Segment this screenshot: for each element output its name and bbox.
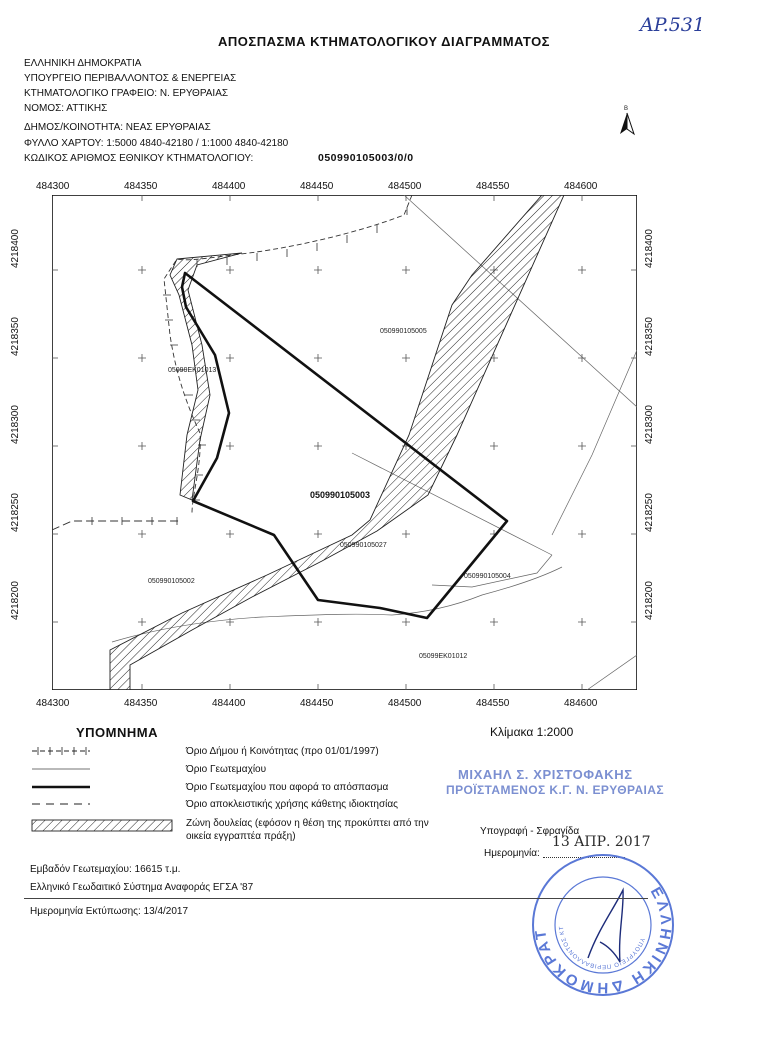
y-tick-right-4218250: 4218250 (644, 493, 655, 532)
cadastral-map-svg (52, 195, 637, 690)
x-tick-bottom-484350: 484350 (124, 698, 158, 709)
x-tick-bottom-484400: 484400 (212, 698, 246, 709)
footer-divider (24, 898, 648, 899)
label-ek01013: 05099EK01013 (168, 367, 217, 374)
legend-item-easement-zone-2: οικεία εγγραπτέα πράξη) (186, 831, 296, 842)
x-tick-bottom-484300: 484300 (36, 698, 70, 709)
document-title: ΑΠΟΣΠΑΣΜΑ ΚΤΗΜΑΤΟΛΟΓΙΚΟΥ ΔΙΑΓΡΑΜΜΑΤΟΣ (218, 34, 550, 49)
header-office: ΚΤΗΜΑΤΟΛΟΓΙΚΟ ΓΡΑΦΕΙΟ: Ν. ΕΡΥΘΡΑΙΑΣ (24, 88, 229, 99)
geodetic-system: Ελληνικό Γεωδαιτικό Σύστημα Αναφοράς ΕΓΣΑ '87 (30, 882, 254, 893)
y-tick-left-4218250: 4218250 (10, 493, 21, 532)
y-tick-right-4218400: 4218400 (644, 229, 655, 268)
y-tick-right-4218350: 4218350 (644, 317, 655, 356)
x-tick-top-484300: 484300 (36, 181, 70, 192)
north-arrow-icon (616, 104, 638, 138)
map-frame (52, 195, 637, 690)
y-tick-left-4218400: 4218400 (10, 229, 21, 268)
legend-symbol-municipal-boundary (30, 744, 175, 758)
map-scale: Κλίμακα 1:2000 (490, 725, 574, 739)
legend-item-easement-zone-1: Ζώνη δουλείας (εφόσον η θέση της προκύπτει από την (186, 818, 429, 829)
x-tick-top-484600: 484600 (564, 181, 598, 192)
x-tick-top-484450: 484450 (300, 181, 334, 192)
stamp-name: ΜΙΧΑΗΛ Σ. ΧΡΙΣΤΟΦΑΚΗΣ (458, 767, 633, 782)
header-code-value: 050990105003/0/0 (318, 152, 414, 164)
x-tick-top-484400: 484400 (212, 181, 246, 192)
header-map-sheet: ΦΥΛΛΟ ΧΑΡΤΟΥ: 1:5000 4840-42180 / 1:1000 4840-42180 (24, 138, 289, 149)
x-tick-bottom-484450: 484450 (300, 698, 334, 709)
legend-item-subject-parcel: Όριο Γεωτεμαχίου που αφορά το απόσπασμα (186, 782, 389, 793)
official-seal (528, 850, 678, 1000)
x-axis-bottom-labels (36, 698, 656, 710)
legend-item-exclusive-use: Όριο αποκλειστικής χρήσης κάθετης ιδιοκτησίας (186, 799, 398, 810)
print-date: Ημερομηνία Εκτύπωσης: 13/4/2017 (30, 906, 189, 917)
date-label: Ημερομηνία: (484, 848, 540, 859)
header-prefecture: ΝΟΜΟΣ: ΑΤΤΙΚΗΣ (24, 103, 108, 114)
x-tick-top-484550: 484550 (476, 181, 510, 192)
y-tick-left-4218200: 4218200 (10, 581, 21, 620)
x-tick-bottom-484600: 484600 (564, 698, 598, 709)
parcel-area: Εμβαδόν Γεωτεμαχίου: 16615 τ.μ. (30, 864, 181, 875)
x-tick-bottom-484550: 484550 (476, 698, 510, 709)
stamped-date: 13 ΑΠΡ. 2017 (552, 834, 651, 850)
handwritten-reference-note: AP.531 (640, 14, 705, 36)
legend-symbol-easement-zone (30, 818, 175, 834)
y-tick-right-4218200: 4218200 (644, 581, 655, 620)
signature-label: Υπογραφή - Σφραγίδα (480, 826, 580, 837)
x-tick-bottom-484500: 484500 (388, 698, 422, 709)
cadastral-map (52, 195, 637, 690)
seal-inner-text: ΥΠΟΥΡΓΕΙΟ ΠΕΡΙΒΑΛΛΟΝΤΟΣ ΚΤ (558, 925, 645, 970)
legend-item-municipal-boundary: Όριο Δήμου ή Κοινότητας (προ 01/01/1997) (186, 746, 379, 757)
legend-title: ΥΠΟΜΝΗΜΑ (76, 725, 158, 740)
legend-symbol-parcel-boundary (30, 762, 175, 776)
legend-symbol-subject-parcel (30, 780, 175, 794)
y-tick-right-4218300: 4218300 (644, 405, 655, 444)
label-parcel-004: 050990105004 (464, 573, 511, 580)
x-tick-top-484350: 484350 (124, 181, 158, 192)
y-tick-left-4218350: 4218350 (10, 317, 21, 356)
stamp-role: ΠΡΟΪΣΤΑΜΕΝΟΣ Κ.Γ. Ν. ΕΡΥΘΡΑΙΑΣ (446, 783, 664, 797)
legend-symbol-exclusive-use (30, 797, 175, 811)
legend-item-parcel-boundary: Όριο Γεωτεμαχίου (186, 764, 267, 775)
north-label: B (624, 106, 629, 112)
header-ministry: ΥΠΟΥΡΓΕΙΟ ΠΕΡΙΒΑΛΛΟΝΤΟΣ & ΕΝΕΡΓΕΙΑΣ (24, 73, 237, 84)
label-parcel-027: 050990105027 (340, 542, 387, 549)
x-tick-top-484500: 484500 (388, 181, 422, 192)
label-ek01012: 05099EK01012 (419, 653, 468, 660)
header-code-label: ΚΩΔΙΚΟΣ ΑΡΙΘΜΟΣ ΕΘΝΙΚΟΥ ΚΤΗΜΑΤΟΛΟΓΙΟΥ: (24, 153, 254, 164)
y-tick-left-4218300: 4218300 (10, 405, 21, 444)
header-municipality: ΔΗΜΟΣ/ΚΟΙΝΟΤΗΤΑ: ΝΕΑΣ ΕΡΥΘΡΑΙΑΣ (24, 122, 211, 133)
x-axis-top-labels (36, 181, 656, 193)
seal-outer-text: ΕΛΛΗΝΙΚΗ ΔΗΜΟΚΡΑΤ (531, 884, 675, 997)
label-parcel-005: 050990105005 (380, 328, 427, 335)
label-parcel-003: 050990105003 (310, 490, 371, 500)
label-parcel-002: 050990105002 (148, 578, 195, 585)
header-republic: ΕΛΛΗΝΙΚΗ ΔΗΜΟΚΡΑΤΙΑ (24, 58, 142, 69)
